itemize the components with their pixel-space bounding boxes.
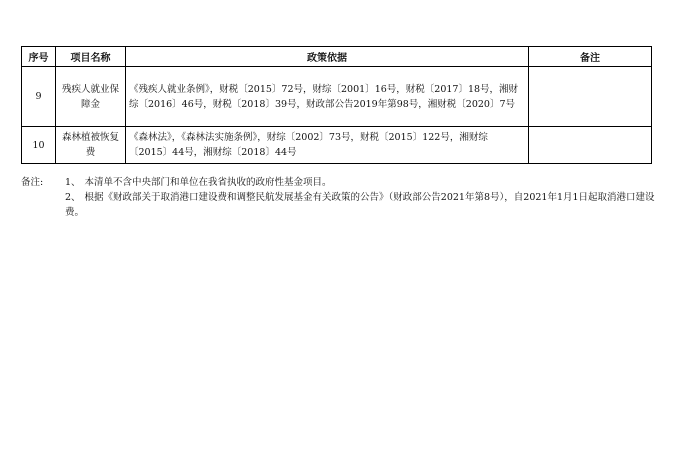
header-index: 序号 — [22, 47, 56, 67]
note-number: 2、 — [65, 192, 81, 203]
row-name: 残疾人就业保障金 — [56, 67, 126, 127]
header-basis: 政策依据 — [126, 47, 529, 67]
table-row — [22, 127, 652, 164]
note-text: 根据《财政部关于取消港口建设费和调整民航发展基金有关政策的公告》（财政部公告2021年第8号），自2021年1月1日起取消港口建设费。 — [65, 192, 655, 218]
header-remark: 备注 — [529, 47, 652, 67]
row-remark — [529, 127, 652, 164]
table-row — [22, 67, 652, 127]
row-index: 10 — [22, 127, 56, 164]
policy-table — [21, 46, 652, 164]
note-text: 本清单不含中央部门和单位在我省执收的政府性基金项目。 — [84, 177, 332, 188]
row-basis: 《残疾人就业条例》，财税〔2015〕72号，财综〔2001〕16号，财税〔2017〕18号，湘财综〔2016〕46号，财税〔2018〕39号，财政部公告2019年第98号，湘财税〔2020〕7号 — [126, 67, 529, 127]
row-index: 9 — [22, 67, 56, 127]
note-number: 1、 — [65, 177, 81, 188]
notes-section — [21, 175, 656, 220]
notes-label: 备注: — [21, 177, 44, 188]
note-item — [21, 190, 656, 220]
header-name: 项目名称 — [56, 47, 126, 67]
row-name: 森林植被恢复费 — [56, 127, 126, 164]
row-remark — [529, 67, 652, 127]
table-header-row — [22, 47, 652, 67]
row-basis: 《森林法》，《森林法实施条例》，财综〔2002〕73号，财税〔2015〕122号，湘财综〔2015〕44号，湘财综〔2018〕44号 — [126, 127, 529, 164]
note-item — [21, 175, 656, 190]
